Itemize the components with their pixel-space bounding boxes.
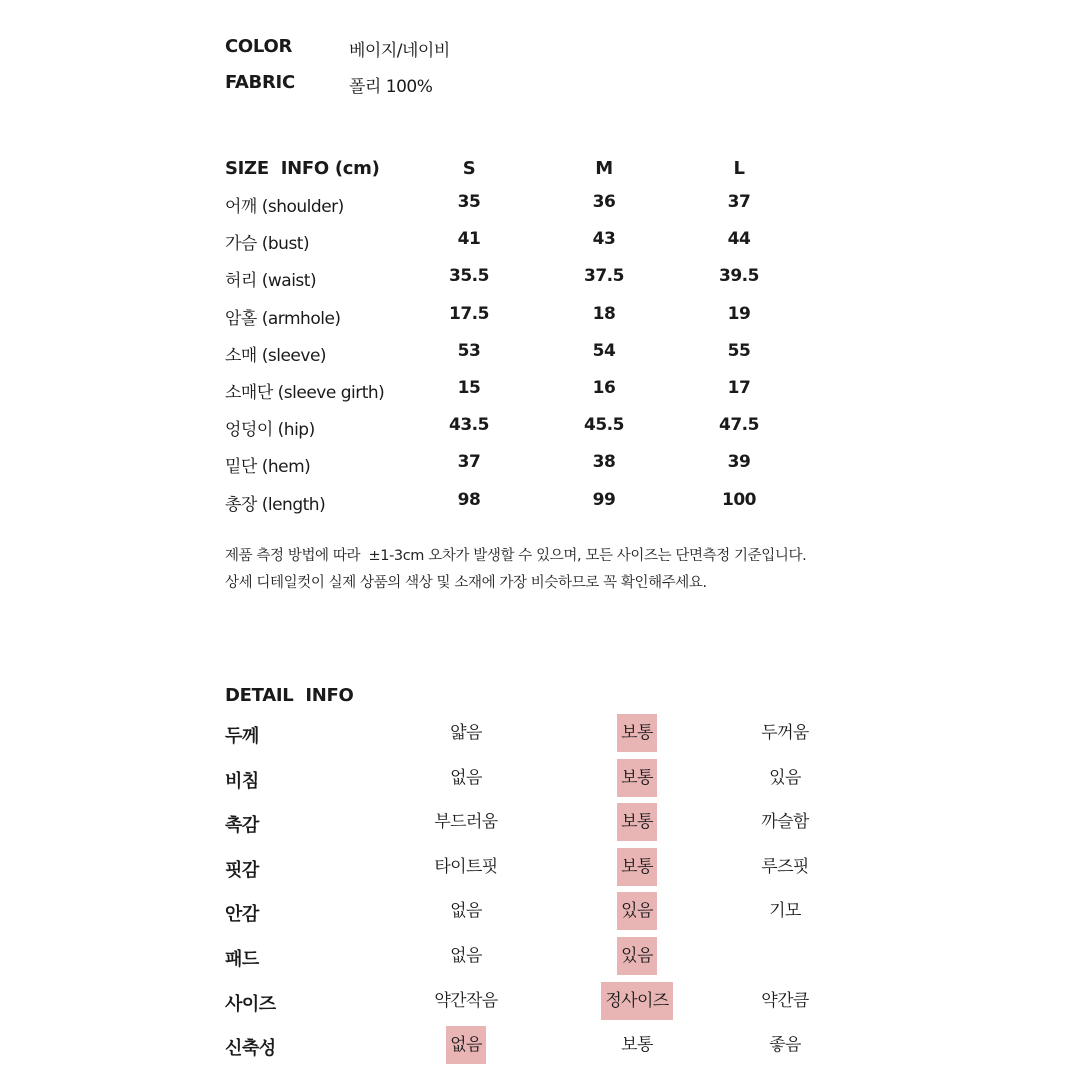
detail-option-selected <box>577 714 697 752</box>
detail-option <box>406 759 526 797</box>
size-value-cell: 41 <box>457 229 481 250</box>
detail-option <box>725 937 845 975</box>
detail-option-selected <box>577 848 697 886</box>
detail-option <box>725 714 845 752</box>
detail-option <box>406 982 526 1020</box>
detail-option-text: 없음 <box>450 767 482 788</box>
size-value-cell: 37.5 <box>584 266 624 287</box>
detail-option-text: 없음 <box>450 901 482 922</box>
size-value-cell: 47.5 <box>719 415 759 436</box>
detail-option-text: 있음 <box>617 892 657 930</box>
detail-option-text: 정사이즈 <box>601 982 672 1020</box>
detail-row-label: 두께 <box>225 726 259 747</box>
detail-option <box>406 848 526 886</box>
size-value-cell: 35.5 <box>449 266 489 287</box>
detail-info-title: DETAIL INFO <box>225 685 354 706</box>
detail-option-text: 보통 <box>617 803 657 841</box>
detail-option <box>406 937 526 975</box>
detail-option <box>725 803 845 841</box>
size-row-label: 밑단 (hem) <box>225 457 311 478</box>
measurement-note: 제품 측정 방법에 따라 ±1-3cm 오차가 발생할 수 있으며, 모든 사이즈는 단면측정 기준입니다. <box>225 548 807 564</box>
size-column-header: S <box>462 158 476 179</box>
size-value-cell: 53 <box>457 340 481 361</box>
detail-option-text: 좋음 <box>769 1035 801 1056</box>
size-value-cell: 37 <box>727 192 751 212</box>
size-value-cell: 43.5 <box>449 415 489 436</box>
detail-option-selected <box>577 803 697 841</box>
size-value-cell: 54 <box>592 340 616 361</box>
size-value-cell: 44 <box>727 229 751 250</box>
detail-option <box>725 982 845 1020</box>
size-value-cell: 36 <box>592 192 616 212</box>
size-value-cell: 55 <box>727 340 751 361</box>
detail-option-text: 없음 <box>446 1026 486 1064</box>
detail-row-label: 핏감 <box>225 859 259 881</box>
size-value-cell: 35 <box>457 192 481 212</box>
size-value-cell: 17 <box>727 378 751 398</box>
detail-option-selected <box>577 892 697 930</box>
size-value-cell: 15 <box>457 378 481 398</box>
fabric-value: 폴리 100% <box>349 77 433 97</box>
detail-option <box>406 803 526 841</box>
detail-option-text: 없음 <box>450 946 482 966</box>
size-row-label: 어깨 (shoulder) <box>225 197 344 217</box>
detail-option-text: 루즈핏 <box>761 856 809 877</box>
size-info-title: SIZE INFO (cm) <box>225 158 380 179</box>
detail-row-label: 신축성 <box>225 1038 276 1060</box>
size-row-label: 가슴 (bust) <box>225 234 310 255</box>
detail-option-text: 부드러움 <box>434 812 498 833</box>
detail-row-label: 안감 <box>225 904 259 926</box>
detail-option-selected <box>406 1026 526 1064</box>
detail-option-text: 약간작음 <box>434 990 498 1011</box>
size-value-cell: 18 <box>592 303 616 324</box>
size-value-cell: 43 <box>592 229 616 250</box>
detail-option-text: 얇음 <box>450 723 482 743</box>
detail-option-text: 있음 <box>769 767 801 788</box>
detail-option-text: 보통 <box>617 848 657 886</box>
detail-option <box>406 892 526 930</box>
size-row-label: 엉덩이 (hip) <box>225 420 315 441</box>
size-row-label: 허리 (waist) <box>225 271 317 292</box>
detail-option-text: 보통 <box>617 759 657 797</box>
detail-option-text: 보통 <box>621 1035 653 1056</box>
size-value-cell: 39.5 <box>719 266 759 287</box>
size-value-cell: 37 <box>457 452 481 473</box>
detail-option <box>725 848 845 886</box>
size-row-label: 소매 (sleeve) <box>225 345 327 366</box>
detail-option <box>577 1026 697 1064</box>
detail-option-text: 보통 <box>617 714 657 752</box>
size-value-cell: 16 <box>592 378 616 398</box>
detail-option-selected <box>577 982 697 1020</box>
size-row-label: 암홀 (armhole) <box>225 308 341 329</box>
color-value: 베이지/네이비 <box>349 41 450 61</box>
size-column-header: L <box>733 158 745 179</box>
fabric-label: FABRIC <box>225 72 295 93</box>
detail-option-text: 있음 <box>617 937 657 975</box>
size-value-cell: 39 <box>727 452 751 473</box>
detail-option-text: 두꺼움 <box>761 723 809 743</box>
size-row-label: 총장 (length) <box>225 494 326 515</box>
detail-option-selected <box>577 937 697 975</box>
size-value-cell: 19 <box>727 303 751 324</box>
detail-row-label: 사이즈 <box>225 993 276 1015</box>
detail-option-selected <box>577 759 697 797</box>
detail-option-text: 타이트핏 <box>434 856 498 877</box>
detail-option-text: 기모 <box>769 901 801 922</box>
detail-row-label: 패드 <box>225 949 259 970</box>
detail-option-text: 약간큼 <box>761 990 809 1011</box>
detail-option <box>725 759 845 797</box>
size-value-cell: 98 <box>457 489 481 510</box>
detail-option <box>725 1026 845 1064</box>
size-value-cell: 99 <box>592 489 616 510</box>
detail-option <box>406 714 526 752</box>
detail-row-label: 비침 <box>225 770 259 792</box>
size-value-cell: 100 <box>722 489 756 510</box>
size-value-cell: 38 <box>592 452 616 473</box>
detail-option-text: 까슬함 <box>761 812 809 833</box>
color-label: COLOR <box>225 36 293 57</box>
size-column-header: M <box>595 158 613 179</box>
color-note: 상세 디테일컷이 실제 상품의 색상 및 소재에 가장 비슷하므로 꼭 확인해주세요. <box>225 575 707 591</box>
size-value-cell: 45.5 <box>584 415 624 436</box>
detail-row-label: 촉감 <box>225 815 259 837</box>
size-value-cell: 17.5 <box>449 303 489 324</box>
size-row-label: 소매단 (sleeve girth) <box>225 383 385 403</box>
detail-option <box>725 892 845 930</box>
